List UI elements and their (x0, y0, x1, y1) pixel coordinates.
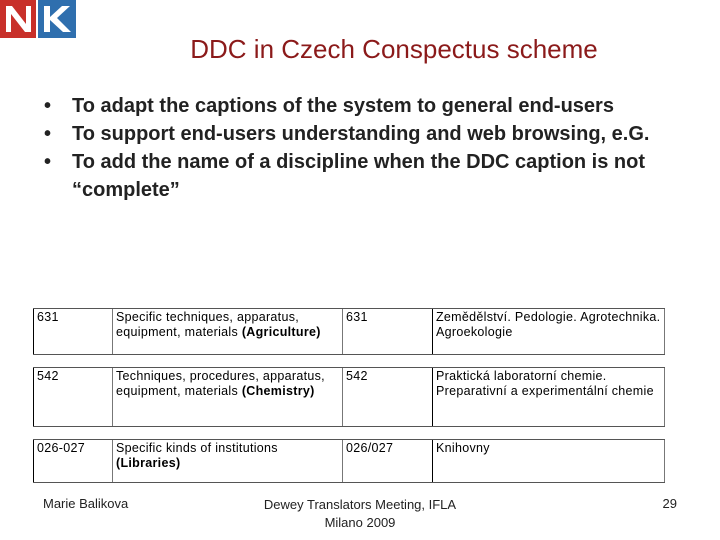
caption-text: Specific kinds of institutions (116, 441, 278, 455)
table-row (33, 308, 665, 355)
discipline-name: (Chemistry) (241, 384, 315, 398)
discipline-name: (Libraries) (116, 456, 181, 470)
english-caption (113, 309, 343, 354)
czech-caption: Zemědělství. Pedologie. Agrotechnika. Agroekologie (433, 309, 665, 354)
english-caption (113, 440, 343, 482)
czech-ddc-number: 026/027 (343, 440, 433, 482)
czech-ddc-number: 542 (343, 368, 433, 426)
bullet-item: • To add the name of a discipline when the DDC caption is not “complete” (44, 148, 684, 204)
czech-caption: Praktická laboratorní chemie. Preparativní a experimentální chemie (433, 368, 665, 426)
czech-caption: Knihovny (433, 440, 665, 482)
czech-ddc-number: 631 (343, 309, 433, 354)
bullet-item: • To adapt the captions of the system to general end-users (44, 92, 684, 120)
page-number: 29 (662, 496, 677, 511)
ddc-number: 542 (33, 368, 113, 426)
footer-event (240, 496, 480, 532)
nk-logo-icon (0, 0, 76, 38)
footer-event-line: Dewey Translators Meeting, IFLA (263, 497, 457, 512)
ddc-number: 026-027 (33, 440, 113, 482)
table-row (33, 439, 665, 483)
slide-title: DDC in Czech Conspectus scheme (190, 34, 598, 64)
footer-author: Marie Balikova (43, 496, 129, 511)
bullet-list (44, 92, 684, 204)
caption-text: Techniques, procedures, apparatus, equipment, materials (116, 369, 325, 398)
table-row (33, 367, 665, 427)
discipline-name: (Agriculture) (241, 325, 321, 339)
ddc-number: 631 (33, 309, 113, 354)
ddc-conspectus-table (33, 308, 665, 483)
bullet-item: • To support end-users understanding and web browsing, e.G. (44, 120, 684, 148)
footer-event-line: Milano 2009 (324, 515, 396, 530)
english-caption (113, 368, 343, 426)
caption-text: Specific techniques, apparatus, equipment, materials (116, 310, 300, 339)
